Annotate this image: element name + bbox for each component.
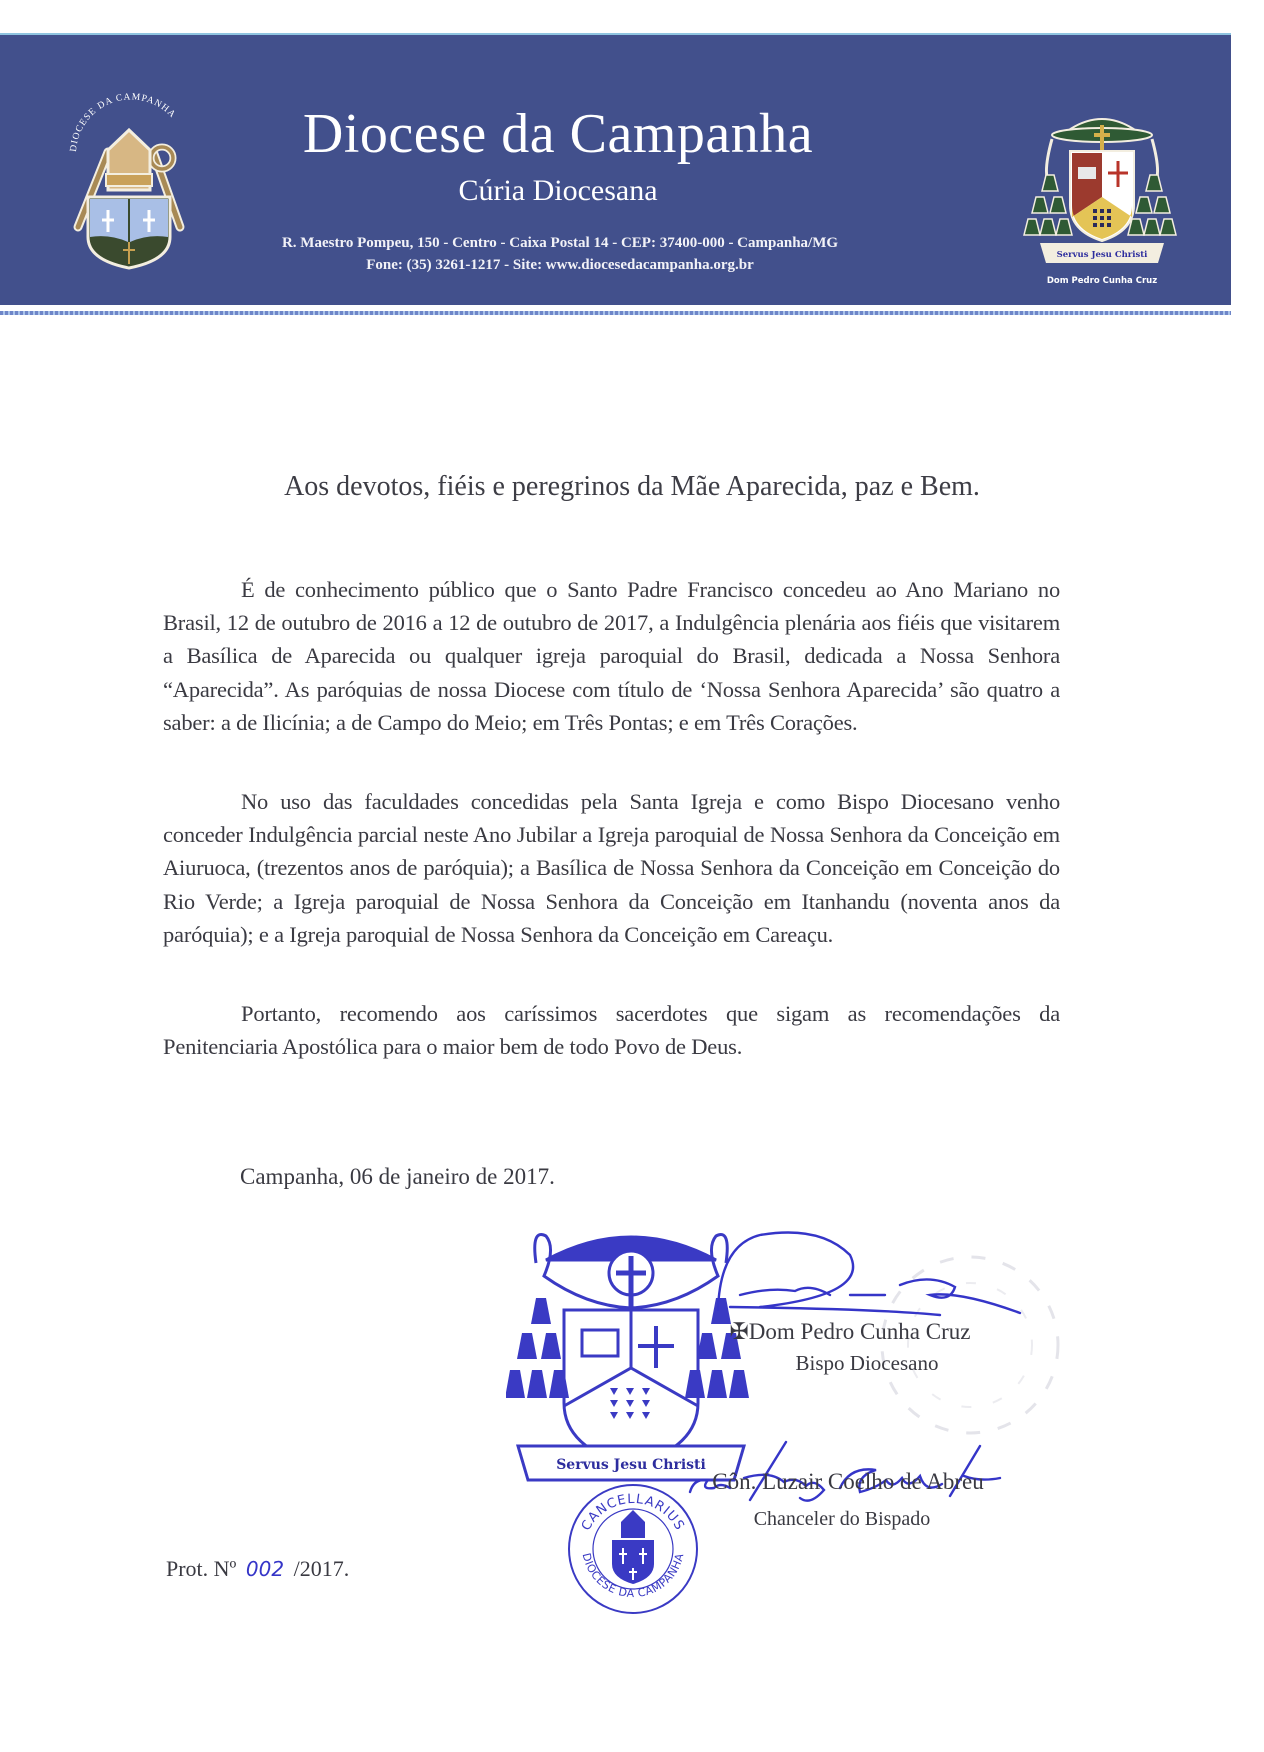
chancellery-round-stamp xyxy=(566,1482,700,1616)
paragraph-indulgence-partial: No uso das faculdades concedidas pela Santa Igreja e como Bispo Diocesano venho conceder Indulgência parcial neste Ano Jubilar a Igreja paroquial de Nossa Senhora da Conceição em Aiuruoca, (trezentos anos de paróquia); a Basílica de Nossa Senhora da Conceição em Conceição do Rio Verde; a Igreja paroquial de Nossa Senhora da Conceição em Itanhandu (noventa anos da paróquia); e a Igreja paroquial de Nossa Senhora da Conceição em Careaçu. xyxy=(163,789,1060,947)
protocol-prefix: Prot. Nº xyxy=(166,1556,237,1581)
chancellor-role: Chanceler do Bispado xyxy=(753,1508,931,1530)
bishop-caption: Dom Pedro Cunha Cruz xyxy=(1046,276,1158,286)
letterhead-subtitle: Cúria Diocesana xyxy=(458,174,658,207)
seal-motto: Servus Jesu Christi xyxy=(556,1457,706,1473)
protocol-suffix: /2017. xyxy=(293,1556,350,1581)
protocol-number xyxy=(166,1554,349,1584)
stamp-bottom-text: DIOCESE DA CAMPANHA xyxy=(579,1551,687,1601)
bishop-coat-of-arms xyxy=(1022,105,1182,273)
bishop-role: Bispo Diocesano xyxy=(795,1351,939,1375)
bishop-name: ✠Dom Pedro Cunha Cruz xyxy=(729,1319,971,1344)
paragraph-recommendation: Portanto, recomendo aos caríssimos sacerdotes que sigam as recomendações da Penitenciaria Apostólica para o maior bem de todo Povo de Deus. xyxy=(163,1001,1060,1060)
letterhead-contact: Fone: (35) 3261-1217 - Site: www.diocesedacampanha.org.br xyxy=(366,257,754,273)
letterhead-address: R. Maestro Pompeu, 150 - Centro - Caixa Postal 14 - CEP: 37400-000 - Campanha/MG xyxy=(281,235,839,251)
letter-greeting: Aos devotos, fiéis e peregrinos da Mãe Aparecida, paz e Bem. xyxy=(284,471,980,502)
letter-date: Campanha, 06 de janeiro de 2017. xyxy=(240,1164,555,1189)
letterhead-rule xyxy=(0,311,1231,315)
stamp-top-text: CANCELLARIUS xyxy=(578,1491,688,1534)
diocese-coat-of-arms-logo xyxy=(58,92,200,272)
letterhead-title: Diocese da Campanha xyxy=(302,103,814,165)
logo-arc-text: DIOCESE DA CAMPANHA xyxy=(68,92,178,153)
protocol-handwritten-number: 002 xyxy=(245,1557,285,1581)
chancellor-name: Côn. Luzair Coelho de Abreu xyxy=(712,1469,984,1494)
paragraph-indulgence-plenary: É de conhecimento público que o Santo Padre Francisco concedeu ao Ano Mariano no Brasil, 12 de outubro de 2016 a 12 de outubro de 2017, a Indulgência plenária aos fiéis que visitarem a Basílica de Aparecida ou qualquer igreja paroquial do Brasil, dedicada a Nossa Senhora “Aparecida”. As paróquias de nossa Diocese com título de ‘Nossa Senhora Aparecida’ são quatro a saber: a de Ilicínia; a de Campo do Meio; em Três Pontas; e em Três Corações. xyxy=(163,577,1060,735)
bishop-motto: Servus Jesu Christi xyxy=(1056,250,1148,260)
